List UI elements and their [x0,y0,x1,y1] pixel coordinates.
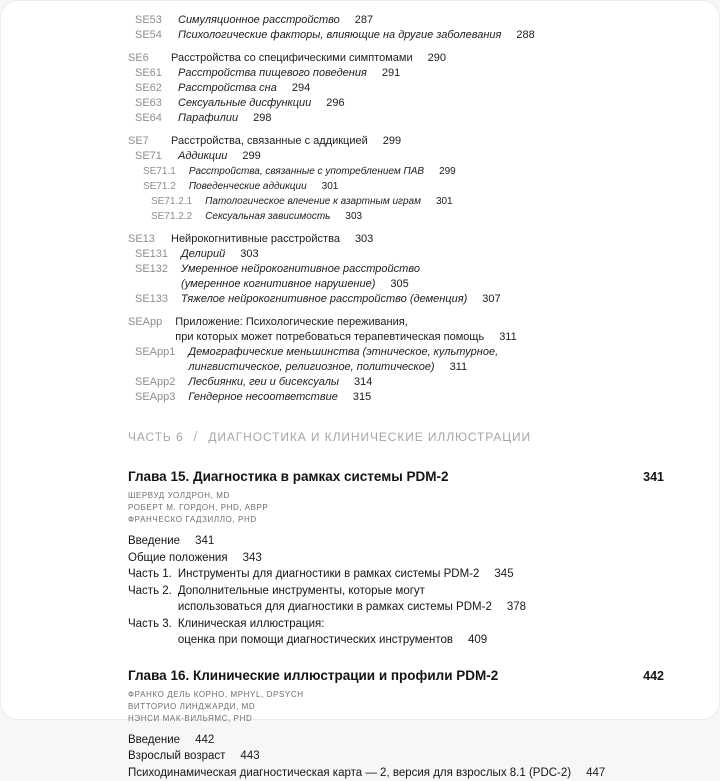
part-header [128,428,664,444]
part-separator: / [194,428,199,444]
toc-entry [128,375,664,390]
chapter-entries [128,732,664,781]
chapter-entry-prefix: Часть 3. [128,616,172,649]
page-number: 303 [345,211,362,222]
chapter-entry-title [128,550,262,567]
toc-entry-code: SE7 [128,134,158,149]
chapter-entry-title [178,583,526,616]
toc-entry [128,149,664,164]
page-number: 301 [436,196,453,207]
toc-entry-code: SEApp2 [135,375,175,390]
chapter-entry-title [128,765,605,781]
toc-entry-title [178,28,535,43]
chapter-entries [128,533,664,649]
author-line: РОБЕРТ М. ГОРДОН, PHD, ABPP [128,502,664,514]
toc-entry-title [188,375,372,390]
author-line: ВИТТОРИО ЛИНДЖАРДИ, MD [128,701,664,713]
toc-list [128,13,664,405]
toc-entry-line: Психологические факторы, влияющие на другие заболевания 288 [178,28,535,43]
page-number: 299 [439,166,456,177]
page-number: 311 [499,331,517,343]
toc-entry [128,81,664,96]
toc-entry-line: Сексуальные дисфункции 296 [178,96,345,111]
toc-entry-title [181,247,259,262]
chapter-entry [128,732,664,749]
toc-entry-title [178,149,261,164]
toc-entry-title [171,51,446,66]
toc-entry-code: SE13 [128,232,158,247]
toc-entry [128,179,664,194]
toc-entry [128,209,664,224]
toc-entry [128,315,664,345]
chapter-entry [128,583,664,616]
page-number: 311 [450,361,468,373]
toc-entry-line: Расстройства пищевого поведения 291 [178,66,400,81]
page-number: 294 [292,82,310,94]
toc-entry-line: Умеренное нейрокогнитивное расстройство [181,262,420,277]
toc-entry-code: SEApp1 [135,345,175,375]
toc-entry-title [189,164,456,179]
toc-entry-line: Поведенческие аддикции 301 [189,179,339,194]
toc-entry [128,232,664,247]
page-number: 447 [586,767,605,779]
toc-entry-line: Парафилии 298 [178,111,271,126]
chapter-entry [128,566,664,583]
page-number: 409 [468,634,487,646]
page-number: 378 [507,601,526,613]
toc-entry-line: Приложение: Психологические переживания, [175,315,516,330]
toc-entry-code: SE71.2.1 [151,194,192,209]
chapter-entry [128,533,664,550]
toc-entry-line: Патологическое влечение к азартным играм 301 [205,194,452,209]
toc-entry-code: SE63 [135,96,165,111]
toc-entry-title [188,345,498,375]
chapter-block [128,668,664,781]
chapter-entry [128,616,664,649]
page-number: 307 [482,293,500,305]
toc-entry [128,390,664,405]
chapter-title: Глава 15. Диагностика в рамках системы PDM-2 [128,469,449,484]
page-number: 443 [240,750,259,762]
toc-entry-title [175,315,516,345]
toc-entry-line: Гендерное несоответствие 315 [188,390,371,405]
page-number: 341 [195,535,214,547]
toc-entry-title [178,13,373,28]
toc-entry-line: Аддикции 299 [178,149,261,164]
toc-entry-title [188,390,371,405]
chapter-title-row [128,668,664,683]
toc-entry-code: SEApp [128,315,162,345]
chapter-entry [128,550,664,567]
author-line: ФРАНКО ДЕЛЬ КОРНО, MPHYL, DPSYCH [128,689,664,701]
toc-entry-code: SE53 [135,13,165,28]
toc-entry-code: SE131 [135,247,168,262]
author-line: НЭНСИ МАК-ВИЛЬЯМС, PHD [128,713,664,725]
page-number: 298 [253,112,271,124]
chapter-entry-prefix: Часть 2. [128,583,172,616]
toc-entry-line: Симуляционное расстройство 287 [178,13,373,28]
chapter-entry-line: Общие положения 343 [128,550,262,567]
page-number: 301 [322,181,339,192]
toc-entry-code: SE132 [135,262,168,292]
toc-entry-line: Расстройства со специфическими симптомами 290 [171,51,446,66]
toc-entry-line: Нейрокогнитивные расстройства 303 [171,232,373,247]
toc-entry-title [205,194,452,209]
page-number: 442 [195,734,214,746]
page-number: 299 [383,135,401,147]
toc-entry [128,51,664,66]
toc-entry-code: SE71 [135,149,165,164]
toc-entry-title [171,134,401,149]
toc-entry-line: Делирий 303 [181,247,259,262]
toc-entry-title [178,81,310,96]
page-number: 291 [382,67,400,79]
chapter-entry-title [178,616,487,649]
toc-entry [128,111,664,126]
part-title: ДИАГНОСТИКА И КЛИНИЧЕСКИЕ ИЛЛЮСТРАЦИИ [208,430,531,444]
toc-entry-code: SE64 [135,111,165,126]
chapter-entry-title [178,566,514,583]
toc-entry-title [178,96,345,111]
toc-entry [128,134,664,149]
page-number: 296 [326,97,344,109]
toc-entry-title [189,179,339,194]
chapter-entry-title [128,533,214,550]
chapter-entry-line: Дополнительные инструменты, которые могут [178,583,526,600]
toc-entry-line: Лесбиянки, геи и бисексуалы 314 [188,375,372,390]
toc-entry [128,66,664,81]
chapters [128,469,664,781]
page-number: 303 [355,233,373,245]
page-number: 290 [428,52,446,64]
toc-entry-code: SE62 [135,81,165,96]
toc-entry-line: Расстройства, связанные с употреблением ПАВ 299 [189,164,456,179]
chapter-entry-line: Клиническая иллюстрация: [178,616,487,633]
toc-entry-code: SE61 [135,66,165,81]
toc-entry-title [178,66,400,81]
toc-entry-line: Расстройства, связанные с аддикцией 299 [171,134,401,149]
toc-entry-title [171,232,373,247]
toc-entry [128,262,664,292]
chapter-entry-prefix: Часть 1. [128,566,172,583]
chapter-entry-line: Введение 442 [128,732,214,749]
author-line: ФРАНЧЕСКО ГАДЗИЛЛО, PHD [128,514,664,526]
chapter-entry [128,765,664,781]
chapter-entry-line: Введение 341 [128,533,214,550]
page-number: 343 [243,552,262,564]
page-number: 345 [494,568,513,580]
part-label: ЧАСТЬ 6 [128,430,184,444]
toc-entry-code: SE54 [135,28,165,43]
toc-entry-code: SE133 [135,292,168,307]
toc-entry-code: SEApp3 [135,390,175,405]
chapter-entry-title [128,732,214,749]
chapter-authors [128,689,664,725]
chapter-title-row [128,469,664,484]
chapter-entry-line: использоваться для диагностики в рамках системы PDM-2 378 [178,599,526,616]
toc-entry-line: Сексуальная зависимость 303 [205,209,362,224]
toc-entry-title [181,262,420,292]
chapter-title: Глава 16. Клинические иллюстрации и профили PDM-2 [128,668,498,683]
author-line: ШЕРВУД УОЛДРОН, MD [128,490,664,502]
toc-entry-line: Демографические меньшинства (этническое, культурное, [188,345,498,360]
toc-entry [128,247,664,262]
toc-entry [128,164,664,179]
toc-entry [128,194,664,209]
chapter-entry-line: Взрослый возраст 443 [128,748,260,765]
chapter-entry [128,748,664,765]
page-number: 288 [516,29,534,41]
chapter-entry-line: Психодинамическая диагностическая карта — 2, версия для взрослых 8.1 (PDC-2) 447 [128,765,605,781]
toc-entry-line: Тяжелое нейрокогнитивное расстройство (деменция) 307 [181,292,501,307]
toc-entry [128,96,664,111]
chapter-page-number: 442 [643,669,664,683]
chapter-entry-line: Инструменты для диагностики в рамках системы PDM-2 345 [178,566,514,583]
toc-entry-code: SE71.1 [143,164,176,179]
page-number: 314 [354,376,372,388]
toc-entry [128,345,664,375]
toc-entry-line: Расстройства сна 294 [178,81,310,96]
toc-entry-code: SE71.2 [143,179,176,194]
toc-entry-title [205,209,362,224]
toc-entry-title [181,292,501,307]
chapter-entry-line: оценка при помощи диагностических инструментов 409 [178,632,487,649]
page-number: 299 [242,150,260,162]
page-number: 315 [353,391,371,403]
chapter-page-number: 341 [643,470,664,484]
toc-entry-title [178,111,271,126]
page-number: 303 [240,248,258,260]
toc-entry [128,292,664,307]
toc-entry-code: SE71.2.2 [151,209,192,224]
page-number: 305 [390,278,408,290]
chapter-authors [128,490,664,526]
toc-entry [128,28,664,43]
page-number: 287 [355,14,373,26]
toc-entry [128,13,664,28]
chapter-entry-title [128,748,260,765]
chapter-block [128,469,664,649]
toc-entry-code: SE6 [128,51,158,66]
toc-entry-line: лингвистическое, религиозное, политическое) 311 [188,360,498,375]
toc-entry-line: при которых может потребоваться терапевтическая помощь 311 [175,330,516,345]
toc-entry-line: (умеренное когнитивное нарушение) 305 [181,277,420,292]
